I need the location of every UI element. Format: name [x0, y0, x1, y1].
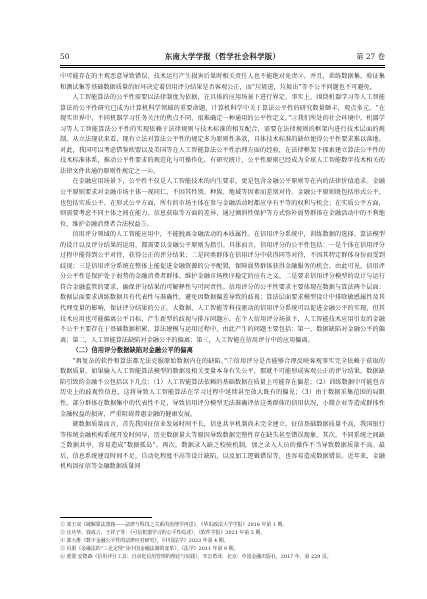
paragraph-6: 就数据质量而言，首先我国征信业发展时间不长，信息共享机制尚未完全建立，征信基础数据质量不高，我国银行等传统金融机构系统开发时间早，历史数据量大等原因导致数据完整性存在缺失甚至错误现象。其次，不同系统之间缺乏数据共享，容易造成“数据孤岛”。再次，数据录入缺乏校验机制，加之录入人员的操作不当导致数据质量不高。最后，信息系统建设时间不足，自动化程度不高等设计缺陷，以及加工逻辑错误等，也容易造成数据错误。近年来，金融机构因征信等金融数据质量问	[60, 421, 385, 471]
footnotes	[60, 521, 385, 561]
volume-label: 第 27 卷	[356, 52, 385, 61]
running-header	[60, 51, 385, 63]
paragraph-2: 人工智能算法的公平性需要以法律制度为依据，在具体的应用场景下进行界定。事实上，围绕机器学习等人工智能算法的公平性研究已成为计算机科学领域的重要命题，计算机科学中关于算法公平性的研究数量颇丰，观点多元。“在现实世界中，不同机器学习任务关注的焦点不同，很难确定一种通用的公平性定义。”③我们所处的社会环境中，机器学习等人工智能算法公平性的实现依赖于法律规则与技术标准的相互配合，需要在法律规则的框架内进行技术层面的规制。从立法现状来看，现有立法对算法公平性的规定多为原则性条款，具体技术标准的缺位使得公平性要求难以落地。对此，我国可以考虑借鉴欧盟以及美国等在人工智能算法公平性治理方面的经验，在法律框架下探索建立算法公平性的技术标准体系，推动公平性要求的规范化与可操作化。有研究统计，公平性原则已经成为全球人工智能数字技术相关的法律文件共通的原则性规定之一④。	[60, 94, 385, 175]
footnote: ③ 汪庆华、钱成言、王祥子等：《可信机器学习的公平性综述》，《软件学报》2021 年第 5 期。	[60, 530, 266, 537]
paragraph-3: 在金融应用场景下，公平性不仅是人工智能技术的内生要求，更是包含金融公平原则等在内的法律价值追求。金融公平原则要求对金融市场主体一视同仁，不因其性别、种族、地域等因素而差别对待。金融公平原则既包括形式公平，也包括实质公平。在形式公平方面，所有的市场主体在参与金融活动时都应享有平等的权利与机会；在实质公平方面，则需要考虑不同主体之间在能力、信息获取等方面的差异，通过倾斜性保护等方式弥补弱势群体在金融活动中的不利地位，维护金融消费者合法权益⑤。	[60, 178, 385, 228]
journal-title: 东南大学学报（哲学社会科学版）	[164, 52, 281, 61]
paragraph-4: 信用评分领域的人工智能应用中，不能脱离金融活动的本质属性。在信用评分系统中，训练数据的选择、算法模型的设计以及评分结果的运用，都需要以金融公平原则为指引。具体而言，信用评分的公平性包括：一是个体在信用评分过程中能得到公平对待，获得公正的评分结果；二是同类群体在信用评分中获得同等对待，不因其特定群体身份而受到歧视；三是信用评分系统在整体上能促进金融资源的公平配置，保障弱势群体获得金融服务的机会。由此可见，信用评分公平性是保护处于弱势的金融消费者群体、维护金融市场秩序稳定的应有之义。二是要求信用评分模型的设计与运行符合金融监管的要求，确保评分结果的可解释性与可问责性。信用评分的公平性要求主要体现在数据与算法两个层面：数据层面要求训练数据具有代表性与准确性，避免因数据偏差导致的歧视；算法层面要求模型设计中排除敏感属性及其代理变量的影响，保证评分结果的公正。大数据、人工智能等科技驱动的信用评分系统可以促进金融公平的实现，但其技术应用也可能偏离公平目标，产生新型的歧视与排斥问题⑥。在个人信用评分场景下，人工智能技术应用引发的金融不公平主要存在于基础数据积累、算法建模与运用过程中，由此产生的问题主要包括：第一，数据缺陷对金融公平的偏离；第二，人工智能算法缺陷对金融公平的偏离；第三，人工智能在信用评分中的应用偏离。	[60, 231, 385, 344]
page-number: 50	[60, 52, 70, 61]
article-body	[60, 72, 385, 473]
section-heading: （二）信用评分数据缺陷对金融公平的偏离	[72, 347, 193, 355]
footnote: ② 邓玉双《破解算法黑箱——法律与科技之关系的治理学再思》，《华东政法大学学报》2018 年第 1 期。	[60, 522, 288, 528]
header-rule-thin	[60, 67, 385, 68]
footnote: ⑥ 蕾蒙·安德森《信用评分工具：自动化信用管理的理论与实践》，李志勇译，北京：中国金融出版社，2017 年，第 229 页。	[60, 554, 332, 561]
header-rule	[60, 65, 385, 66]
paragraph-5: “再复杂的软件和算法都无法克服原始数据内在的缺陷。”⑦信用评分是否能够合理反映客观事实完全依赖于获取的数据质量。如果输入人工智能算法模型的数据及相关变量本身有失公平，那就不可能形成客观公正的评分结果。数据缺陷引致的金融不公包括以下几点：（1）人工智能算法依赖的基础数据在质量上可能存在偏差；（2）训练数据中可能包含历史上的歧视性信息，这将导致人工智能算法在学习过程中延续甚至放大既有的偏见；（3）由于数据采集范围的局限性，部分群体在数据集中的代表性不足，导致信用评分模型无法准确评估这类群体的信用状况，小微企业等造成群体性金融权益的损害，严重阻碍普惠金融的健康发展。	[60, 357, 385, 418]
paragraph-1: 中可能存在的主观恶意导致错误，技术运行产生损害后果时相关责任人也不能绝对免责②。并且，训练数据集、验证集和测试集等基础数据质量的好坏决定着信用评分结果是否客观公正，而“垃圾进，垃圾出”等不公平问题也不可避免。	[60, 73, 385, 91]
footnote: ⑤ 冯果《金融法的“三足定理”及中国金融法制的变革》，《法学》2011 年第 9 期。	[60, 546, 239, 553]
footnote: ④ 郭大维《数字金融公平性的法律应对研究》，《中国法学》2023 年第 4 期。	[60, 538, 229, 545]
footnote-rule	[60, 517, 152, 518]
